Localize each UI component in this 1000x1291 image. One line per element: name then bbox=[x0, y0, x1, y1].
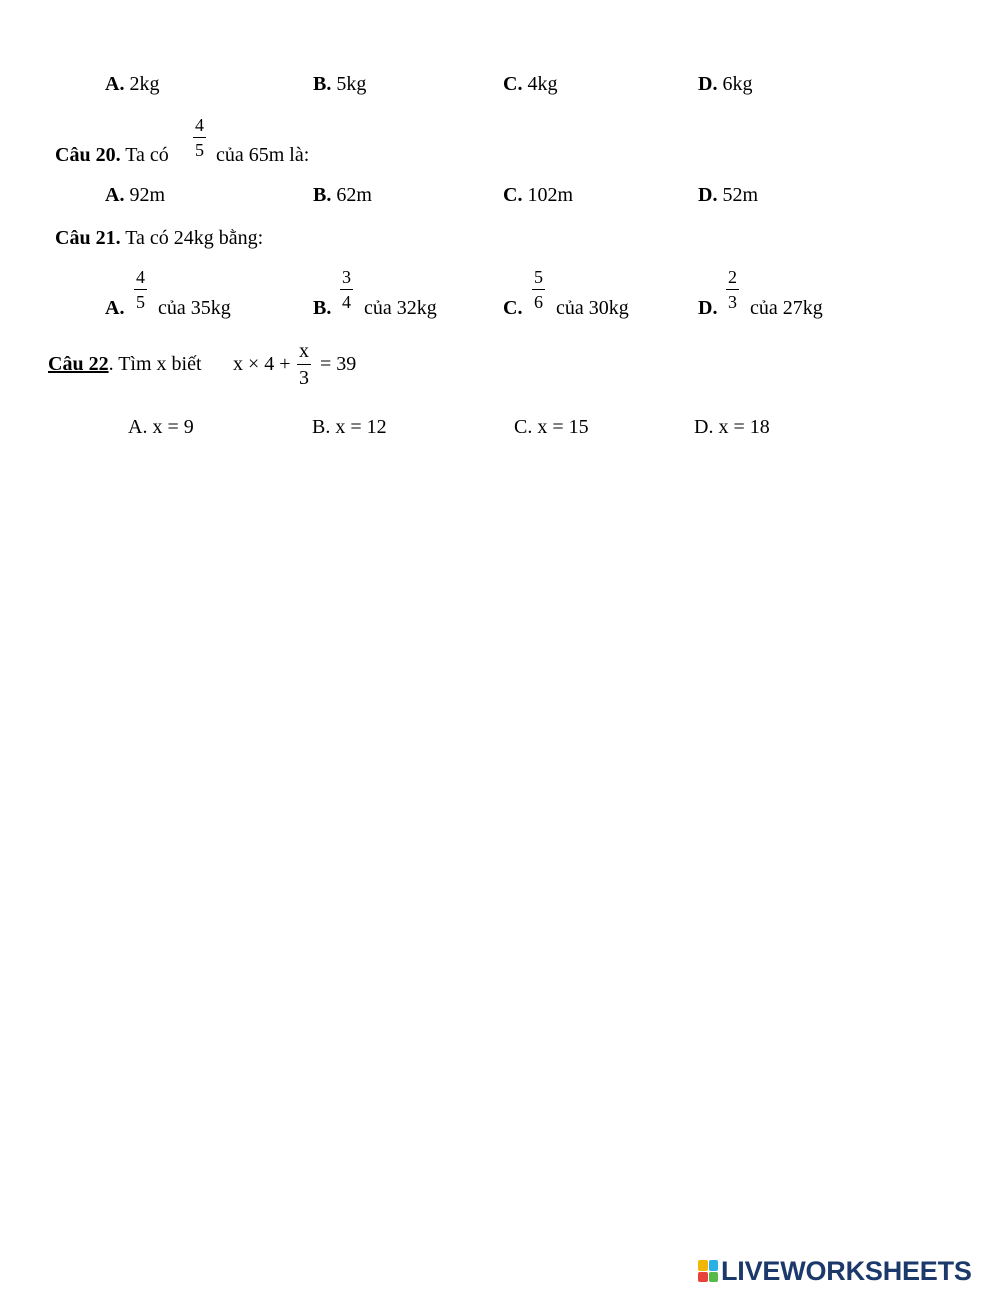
q20-stem-end: của 65m là: bbox=[216, 144, 310, 166]
logo-square bbox=[698, 1272, 708, 1283]
question-label: Câu 21. bbox=[55, 227, 121, 249]
fraction-numerator: 4 bbox=[195, 115, 204, 135]
option-letter: A. bbox=[105, 73, 125, 95]
q22-stem bbox=[48, 354, 202, 374]
q21-option-b-text: của 32kg bbox=[364, 297, 437, 319]
q19-option-c bbox=[503, 74, 557, 94]
q22-fraction bbox=[297, 341, 311, 388]
q21-option-a-fraction bbox=[134, 268, 147, 311]
option-letter: A. bbox=[105, 184, 125, 206]
option-letter: C. bbox=[503, 73, 523, 95]
q22-expression-right: = 39 bbox=[320, 353, 357, 375]
q20-option-d bbox=[698, 185, 758, 205]
fraction-numerator: 4 bbox=[136, 267, 145, 287]
q22-option-b: B. x = 12 bbox=[312, 416, 387, 438]
q22-option-d: D. x = 18 bbox=[694, 416, 770, 438]
fraction-numerator: 3 bbox=[342, 267, 351, 287]
q20-option-a bbox=[105, 185, 165, 205]
option-text: 102m bbox=[527, 184, 574, 206]
q19-option-d bbox=[698, 74, 752, 94]
option-letter: B. bbox=[313, 184, 332, 206]
logo-square bbox=[709, 1260, 719, 1271]
q22-option-a: A. x = 9 bbox=[128, 416, 194, 438]
q20-stem bbox=[55, 145, 169, 165]
q21-option-c-letter: C. bbox=[503, 297, 523, 319]
q19-option-b bbox=[313, 74, 366, 94]
fraction-denominator: 5 bbox=[195, 140, 204, 160]
option-text: 92m bbox=[129, 184, 166, 206]
logo-square bbox=[698, 1260, 708, 1271]
q20-option-b bbox=[313, 185, 372, 205]
question-label: Câu 20. bbox=[55, 144, 121, 166]
fraction-denominator: 3 bbox=[299, 367, 309, 389]
liveworksheets-logo bbox=[698, 1255, 972, 1286]
fraction-numerator: 5 bbox=[534, 267, 543, 287]
q21-option-d-letter: D. bbox=[698, 297, 718, 319]
option-text: 2kg bbox=[129, 73, 160, 95]
logo-mark-icon bbox=[698, 1260, 718, 1282]
fraction-denominator: 4 bbox=[342, 292, 351, 312]
q21-stem bbox=[55, 228, 263, 248]
option-text: 62m bbox=[336, 184, 372, 206]
fraction-numerator: 2 bbox=[728, 267, 737, 287]
q21-option-c-text: của 30kg bbox=[556, 297, 629, 319]
question-text: . Tìm x biết bbox=[108, 353, 202, 375]
option-letter: D. bbox=[698, 73, 718, 95]
q21-option-d-fraction bbox=[726, 268, 739, 311]
question-label: Câu 22 bbox=[48, 353, 109, 375]
q21-option-d-text: của 27kg bbox=[750, 297, 823, 319]
option-text: 52m bbox=[722, 184, 759, 206]
option-text: 4kg bbox=[527, 73, 558, 95]
q19-option-a bbox=[105, 74, 159, 94]
q21-option-a-letter: A. bbox=[105, 297, 125, 319]
question-text: Ta có bbox=[125, 144, 169, 166]
logo-square bbox=[709, 1272, 719, 1283]
fraction-denominator: 6 bbox=[534, 292, 543, 312]
q21-option-a-text: của 35kg bbox=[158, 297, 231, 319]
option-text: 5kg bbox=[336, 73, 367, 95]
fraction-denominator: 3 bbox=[728, 292, 737, 312]
option-letter: C. bbox=[503, 184, 523, 206]
q20-option-c bbox=[503, 185, 573, 205]
logo-text: LIVEWORKSHEETS bbox=[721, 1255, 972, 1286]
q21-option-b-fraction bbox=[340, 268, 353, 311]
q20-fraction bbox=[193, 116, 206, 159]
q22-expression-left: x × 4 + bbox=[233, 353, 291, 375]
option-letter: B. bbox=[313, 73, 332, 95]
fraction-numerator: x bbox=[299, 340, 309, 362]
option-letter: D. bbox=[698, 184, 718, 206]
fraction-denominator: 5 bbox=[136, 292, 145, 312]
question-text: Ta có 24kg bằng: bbox=[125, 227, 264, 249]
q21-option-c-fraction bbox=[532, 268, 545, 311]
option-text: 6kg bbox=[722, 73, 753, 95]
q22-option-c: C. x = 15 bbox=[514, 416, 589, 438]
q21-option-b-letter: B. bbox=[313, 297, 332, 319]
